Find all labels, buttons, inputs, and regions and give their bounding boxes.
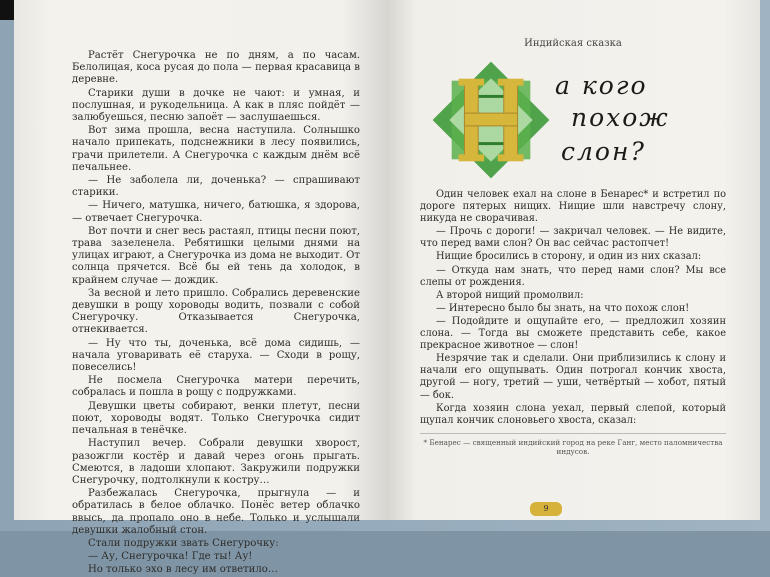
paragraph: — Не заболела ли, доченька? — спрашивают старики. (72, 175, 360, 199)
paragraph: Вот зима прошла, весна наступила. Солнышко начало припекать, подснежники в лесу появились, грачи прилетели. А Снегурочка с каждым днём всё печальнее. (72, 125, 360, 173)
footnote: * Бенарес — священный индийский город на реке Ганг, место паломничества индусов. (420, 433, 726, 456)
paragraph: — Прочь с дороги! — закричал человек. — Не видите, что перед вами слон? Он вас сейчас растопчет! (420, 226, 726, 250)
paragraph: Незрячие так и сделали. Они приблизились к слону и начали его ощупывать. Один потрогал кончик хвоста, другой — ногу, третий — уши, четвёртый — хобот, пятый — бок. (420, 353, 726, 401)
paragraph: — Ну что ты, доченька, всё дома сидишь, — начала уговаривать её старуха. — Сходи в рощу, повеселись! (72, 337, 360, 374)
paragraph: Разбежалась Снегурочка, прыгнула — и обратилась в белое облачко. Понёс ветер облачко ввысь, да пропало оно в небе. Только и услышали девушки жалобный стон. (72, 488, 360, 536)
paragraph: Но только эхо в лесу им ответило… (88, 564, 278, 576)
title-line: а кого (555, 71, 648, 100)
paragraph: Вот почти и снег весь растаял, птицы песни поют, трава зазеленела. Ребятишки целыми днями на улицах играют, а Снегурочка из дома не выходит. От солнца прячется. Всё бы ей тень да холодок, в крайнем случае — дождик. (72, 225, 360, 286)
ornamental-initial-icon (432, 61, 550, 179)
paragraph: — Интересно было бы знать, на что похож слон! (436, 302, 690, 314)
title-line: похож (571, 103, 670, 132)
running-head: Индийская сказка (524, 38, 622, 49)
paragraph: — Откуда нам знать, что перед нами слон? Мы все слепы от рождения. (420, 264, 726, 288)
left-page (14, 0, 386, 576)
paragraph: Один человек ехал на слоне в Бенарес* и встретил по дороге пятерых нищих. Нищие шли навстречу слону, никуда не сворачивая. (420, 189, 726, 225)
paragraph: Наступил вечер. Собрали девушки хворост, разожгли костёр и давай через огонь прыгать. Смеются, в ладоши хлопают. Закружили подружки Снегурочку, подтолкнули к костру… (72, 438, 360, 486)
paragraph: Старики души в дочке не чают: и умная, и послушная, и рукодельница. А как в пляс пойдёт — залюбуешься, песню запоёт — заслушаешься. (72, 87, 360, 124)
right-page-text (420, 189, 726, 427)
page-number: 9 (530, 502, 562, 516)
story-title (420, 61, 726, 189)
paragraph: Когда хозяин слона уехал, первый слепой, который щупал кончик слоновьего хвоста, сказал: (420, 402, 726, 426)
right-page (386, 0, 760, 520)
paragraph: Девушки цветы собирают, венки плетут, песни поют, хороводы водят. Только Снегурочка сидит печальная в тенёчке. (72, 400, 360, 437)
paragraph: — Подойдите и ощупайте его, — предложил хозяин слона. — Тогда вы сможете представить себе, какое прекрасное животное — слон! (420, 315, 726, 352)
paragraph: Не посмела Снегурочка матери перечить, собралась и пошла в рощу с подружками. (72, 375, 360, 399)
paragraph: За весной и лето пришло. Собрались деревенские девушки в рощу хороводы водить, позвали с собой Снегурочку. Отказывается Снегурочка, отнекивается. (72, 287, 360, 336)
title-line: слон? (561, 137, 646, 166)
paragraph: А второй нищий промолвил: (436, 289, 584, 301)
left-page-text (72, 50, 360, 577)
paragraph: Растёт Снегурочка не по дням, а по часам. Белолицая, коса русая до пола — первая красавица в деревне. (72, 50, 360, 86)
paragraph: — Ничего, матушка, ничего, батюшка, я здорова, — отвечает Снегурочка. (72, 200, 360, 224)
paragraph: Нищие бросились в сторону, и один из них сказал: (436, 251, 702, 263)
paragraph: Стали подружки звать Снегурочку: (88, 537, 279, 549)
paragraph: — Ау, Снегурочка! Где ты! Ау! (88, 551, 253, 563)
